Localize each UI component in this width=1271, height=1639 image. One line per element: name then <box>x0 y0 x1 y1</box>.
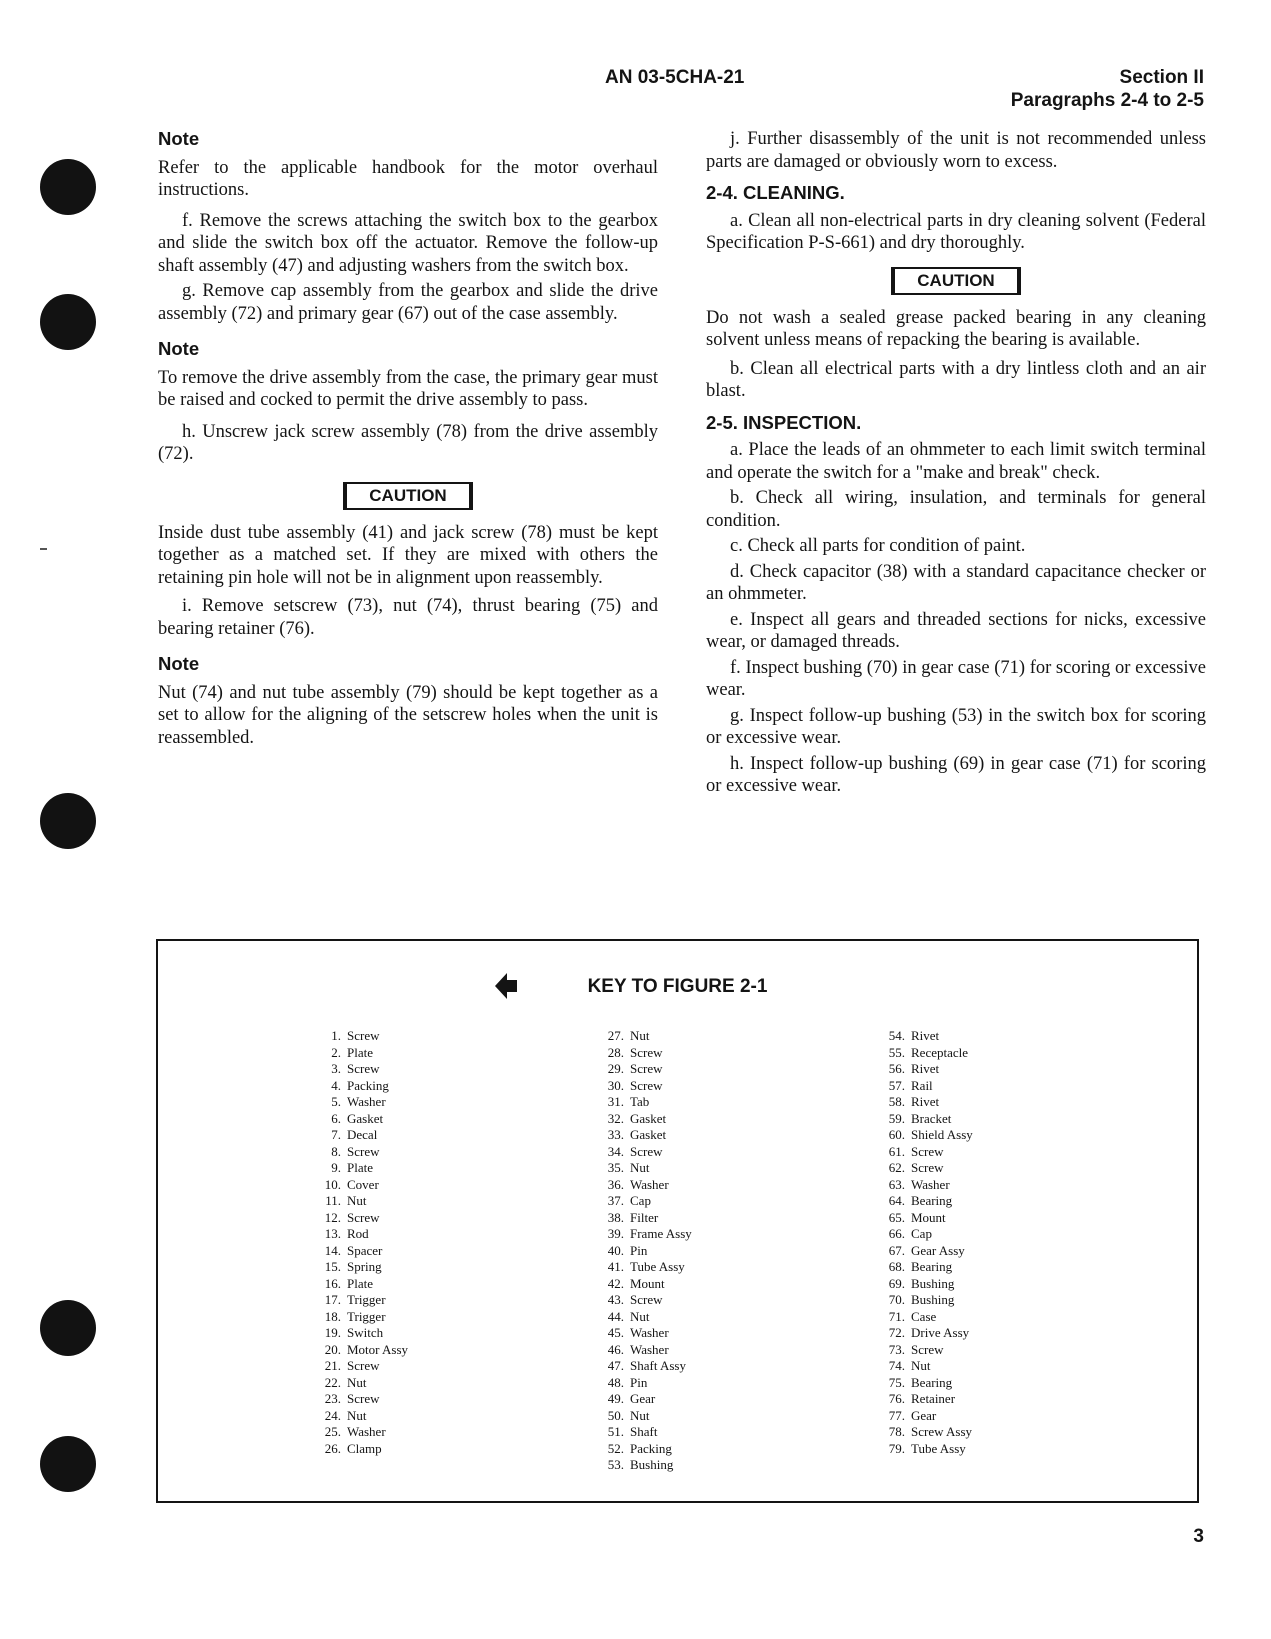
key-item <box>307 1210 408 1227</box>
key-item-name: Washer <box>347 1424 386 1439</box>
key-item-name: Washer <box>347 1094 386 1109</box>
caution-text: Do not wash a sealed grease packed bearing in any cleaning solvent unless means of repacking the bearing is available. <box>706 307 1206 350</box>
key-item-number: 10. <box>324 1176 341 1192</box>
key-item-number: 72. <box>888 1325 905 1340</box>
key-item-number: 38. <box>607 1209 624 1225</box>
inspection-step: h. Inspect follow-up bushing (69) in gear case (71) for scoring or excessive wear. <box>706 753 1206 796</box>
note-text: Nut (74) and nut tube assembly (79) should be kept together as a set to allow for the aligning of the setscrew holes when the unit is reassembled. <box>158 682 658 748</box>
key-item <box>590 1210 692 1227</box>
key-item <box>590 1391 692 1408</box>
key-item-number: 47. <box>607 1358 624 1373</box>
key-item-name: Mount <box>630 1275 665 1291</box>
key-item <box>871 1375 973 1392</box>
note-text: Refer to the applicable handbook for the motor overhaul instructions. <box>158 157 658 200</box>
key-item <box>590 1408 692 1425</box>
cleaning-heading: 2-4. CLEANING. <box>706 182 845 203</box>
key-item-number: 23. <box>324 1391 341 1406</box>
key-item-name: Shaft Assy <box>630 1358 686 1373</box>
key-item-name: Screw <box>347 1028 380 1043</box>
key-item <box>307 1342 408 1359</box>
key-item-number: 24. <box>324 1407 341 1423</box>
key-item-number: 55. <box>888 1044 905 1060</box>
key-item-number: 63. <box>888 1176 905 1192</box>
key-item-number: 3. <box>331 1061 341 1076</box>
key-item-name: Mount <box>911 1209 946 1225</box>
key-item <box>871 1276 973 1293</box>
key-item-name: Screw <box>911 1341 944 1357</box>
key-item <box>307 1177 408 1194</box>
key-item-name: Washer <box>630 1341 669 1357</box>
key-item <box>307 1111 408 1128</box>
key-item <box>590 1358 692 1375</box>
key-item-name: Cap <box>911 1226 932 1241</box>
key-item-number: 8. <box>331 1143 341 1159</box>
key-item-number: 56. <box>888 1061 905 1076</box>
key-item-name: Nut <box>347 1407 367 1423</box>
key-item-number: 50. <box>607 1407 624 1423</box>
key-item-number: 13. <box>324 1226 341 1241</box>
key-item <box>307 1424 408 1441</box>
key-item-name: Decal <box>347 1127 378 1142</box>
key-item <box>590 1127 692 1144</box>
key-item-name: Packing <box>630 1440 672 1456</box>
inspection-heading: 2-5. INSPECTION. <box>706 411 862 433</box>
key-item-name: Screw <box>630 1061 663 1076</box>
key-item-number: 26. <box>324 1440 341 1456</box>
key-item-name: Retainer <box>911 1391 956 1406</box>
key-item <box>307 1127 408 1144</box>
key-item-name: Plate <box>347 1160 373 1175</box>
right-column <box>706 128 1206 798</box>
key-item <box>307 1028 408 1045</box>
inspection-step: b. Check all wiring, insulation, and terminals for general condition. <box>706 488 1206 531</box>
margin-mark <box>40 548 47 550</box>
key-item-number: 32. <box>607 1110 624 1126</box>
note-heading: Note <box>158 128 200 149</box>
step-i: i. Remove setscrew (73), nut (74), thrust bearing (75) and bearing retainer (76). <box>158 596 658 639</box>
key-item <box>871 1441 973 1458</box>
key-item <box>307 1160 408 1177</box>
key-item-name: Rod <box>347 1226 369 1241</box>
key-item <box>307 1276 408 1293</box>
key-item-number: 69. <box>888 1275 905 1291</box>
key-item <box>590 1226 692 1243</box>
key-item-name: Clamp <box>347 1440 382 1456</box>
key-item <box>590 1457 692 1474</box>
section-label: Section II <box>1119 67 1204 88</box>
left-column <box>158 128 658 749</box>
paragraphs-label: Paragraphs 2-4 to 2-5 <box>1010 90 1204 111</box>
key-item <box>307 1226 408 1243</box>
key-item <box>590 1144 692 1161</box>
key-item <box>307 1441 408 1458</box>
key-item-name: Drive Assy <box>911 1325 970 1340</box>
binder-hole-bottom <box>40 1436 96 1492</box>
key-item-name: Bracket <box>911 1110 952 1126</box>
key-item <box>307 1243 408 1260</box>
key-item-number: 68. <box>888 1259 905 1274</box>
key-item <box>871 1408 973 1425</box>
key-item <box>590 1094 692 1111</box>
key-item-name: Gasket <box>347 1110 384 1126</box>
key-item <box>307 1144 408 1161</box>
key-item-number: 31. <box>607 1094 624 1109</box>
key-item-number: 27. <box>607 1028 624 1043</box>
key-item-name: Gear <box>630 1391 656 1406</box>
key-item-name: Screw <box>630 1292 663 1307</box>
key-item <box>307 1292 408 1309</box>
key-item-name: Bearing <box>911 1193 953 1208</box>
key-item-name: Screw <box>911 1160 944 1175</box>
note-heading: Note <box>158 653 200 674</box>
key-item-number: 18. <box>324 1308 341 1324</box>
key-item <box>307 1259 408 1276</box>
key-item <box>307 1408 408 1425</box>
key-item <box>871 1292 973 1309</box>
key-item-name: Tube Assy <box>911 1440 966 1456</box>
key-item <box>871 1243 973 1260</box>
key-item-number: 17. <box>324 1292 341 1307</box>
key-item-number: 75. <box>888 1374 905 1390</box>
caution-text: Inside dust tube assembly (41) and jack screw (78) must be kept together as a matched set. If they are mixed with others the retaining pin hole will not be in alignment upon reassembly. <box>158 522 658 588</box>
key-item-name: Pin <box>630 1242 648 1258</box>
key-item-number: 34. <box>607 1143 624 1159</box>
binder-hole-middle <box>40 793 96 849</box>
caution-block <box>158 482 658 510</box>
key-item-name: Nut <box>347 1374 367 1390</box>
key-item <box>590 1045 692 1062</box>
key-item <box>871 1309 973 1326</box>
key-item-number: 29. <box>607 1061 624 1076</box>
key-item-number: 15. <box>324 1259 341 1274</box>
key-item-name: Switch <box>347 1325 384 1340</box>
key-item <box>871 1358 973 1375</box>
key-item-name: Screw <box>347 1209 380 1225</box>
key-item-name: Case <box>911 1308 937 1324</box>
caution-label: CAUTION <box>891 267 1020 295</box>
key-item-number: 52. <box>607 1440 624 1456</box>
key-item-name: Bearing <box>911 1374 953 1390</box>
inspection-step: g. Inspect follow-up bushing (53) in the switch box for scoring or excessive wear. <box>706 705 1206 748</box>
key-item <box>307 1391 408 1408</box>
inspection-step: f. Inspect bushing (70) in gear case (71) for scoring or excessive wear. <box>706 657 1206 700</box>
key-item-name: Screw <box>347 1061 380 1076</box>
key-item-number: 70. <box>888 1292 905 1307</box>
key-item-name: Washer <box>630 1325 669 1340</box>
key-item <box>871 1144 973 1161</box>
binder-hole-top <box>40 159 96 215</box>
key-item-number: 7. <box>331 1127 341 1142</box>
key-item-name: Nut <box>630 1407 650 1423</box>
key-item-name: Trigger <box>347 1308 386 1324</box>
key-item-number: 37. <box>607 1193 624 1208</box>
key-item <box>590 1160 692 1177</box>
key-item <box>871 1078 973 1095</box>
key-item <box>871 1391 973 1408</box>
key-item <box>307 1193 408 1210</box>
doc-number: AN 03-5CHA-21 <box>605 67 745 88</box>
key-item-number: 25. <box>324 1424 341 1439</box>
binder-hole-lower <box>40 1300 96 1356</box>
key-item <box>871 1342 973 1359</box>
key-item-number: 76. <box>888 1391 905 1406</box>
key-column-2 <box>590 1028 692 1474</box>
key-item-name: Nut <box>347 1193 367 1208</box>
key-item-name: Receptacle <box>911 1044 969 1060</box>
key-item-name: Bushing <box>630 1457 674 1472</box>
key-item-number: 46. <box>607 1341 624 1357</box>
key-item <box>871 1226 973 1243</box>
key-item-number: 20. <box>324 1341 341 1357</box>
key-item-number: 16. <box>324 1275 341 1291</box>
key-item-name: Cover <box>347 1176 379 1192</box>
key-item-number: 44. <box>607 1308 624 1324</box>
key-item <box>871 1259 973 1276</box>
key-item-number: 4. <box>331 1077 341 1093</box>
key-item-number: 73. <box>888 1341 905 1357</box>
inspection-step: e. Inspect all gears and threaded sections for nicks, excessive wear, or damaged threads. <box>706 609 1206 652</box>
key-item-name: Screw <box>347 1391 380 1406</box>
key-item <box>871 1028 973 1045</box>
key-item-name: Shaft <box>630 1424 658 1439</box>
key-item-name: Washer <box>630 1176 669 1192</box>
key-item-number: 40. <box>607 1242 624 1258</box>
key-item-number: 58. <box>888 1094 905 1109</box>
key-item-number: 22. <box>324 1374 341 1390</box>
key-item-name: Plate <box>347 1044 373 1060</box>
key-item-number: 12. <box>324 1209 341 1225</box>
key-item <box>590 1342 692 1359</box>
key-item-name: Screw <box>630 1077 663 1093</box>
key-item-number: 21. <box>324 1358 341 1373</box>
key-item-name: Spacer <box>347 1242 383 1258</box>
key-item <box>871 1193 973 1210</box>
key-item-number: 66. <box>888 1226 905 1241</box>
key-item-number: 78. <box>888 1424 905 1439</box>
key-item <box>307 1061 408 1078</box>
inspection-step: c. Check all parts for condition of paint. <box>730 536 1026 556</box>
key-item <box>590 1243 692 1260</box>
key-item-number: 35. <box>607 1160 624 1175</box>
binder-hole-upper <box>40 294 96 350</box>
key-item-number: 51. <box>607 1424 624 1439</box>
key-item-name: Screw <box>347 1143 380 1159</box>
inspection-step: a. Place the leads of an ohmmeter to each limit switch terminal and operate the switch for a "make and break" check. <box>706 440 1206 483</box>
key-item-name: Gear Assy <box>911 1242 965 1258</box>
key-item-number: 74. <box>888 1358 905 1373</box>
key-item-name: Rivet <box>911 1028 940 1043</box>
key-item-number: 36. <box>607 1176 624 1192</box>
key-item-name: Screw <box>911 1143 944 1159</box>
step-j: j. Further disassembly of the unit is not recommended unless parts are damaged or obviously worn to excess. <box>706 129 1206 172</box>
key-item-number: 39. <box>607 1226 624 1241</box>
key-item-number: 67. <box>888 1242 905 1258</box>
key-item <box>590 1193 692 1210</box>
key-item-name: Packing <box>347 1077 389 1093</box>
key-item <box>871 1424 973 1441</box>
step-g: g. Remove cap assembly from the gearbox and slide the drive assembly (72) and primary gear (67) out of the case assembly. <box>158 281 658 324</box>
key-item <box>590 1424 692 1441</box>
step-f: f. Remove the screws attaching the switch box to the gearbox and slide the switch box off the actuator. Remove the follow-up shaft assembly (47) and adjusting washers from the switch box. <box>158 210 658 276</box>
step-h: h. Unscrew jack screw assembly (78) from the drive assembly (72). <box>158 421 658 464</box>
key-item-name: Cap <box>630 1193 651 1208</box>
key-item <box>590 1028 692 1045</box>
key-item-name: Nut <box>911 1358 931 1373</box>
key-item-number: 54. <box>888 1028 905 1043</box>
key-item <box>590 1061 692 1078</box>
key-item-name: Nut <box>630 1308 650 1324</box>
page-number: 3 <box>1193 1526 1204 1547</box>
key-item-name: Washer <box>911 1176 950 1192</box>
key-item-number: 9. <box>331 1160 341 1175</box>
key-item-name: Screw <box>630 1143 663 1159</box>
key-item <box>307 1078 408 1095</box>
key-item-number: 57. <box>888 1077 905 1093</box>
key-item <box>307 1045 408 1062</box>
key-item-number: 49. <box>607 1391 624 1406</box>
key-item <box>871 1210 973 1227</box>
key-item-name: Screw <box>630 1044 663 1060</box>
key-item-number: 14. <box>324 1242 341 1258</box>
key-item-name: Shield Assy <box>911 1127 973 1142</box>
key-item-number: 6. <box>331 1110 341 1126</box>
key-item-name: Gear <box>911 1407 937 1423</box>
key-item <box>590 1276 692 1293</box>
key-item-name: Plate <box>347 1275 373 1291</box>
key-item-name: Screw Assy <box>911 1424 973 1439</box>
key-item-name: Rail <box>911 1077 933 1093</box>
key-item <box>590 1375 692 1392</box>
key-item-number: 43. <box>607 1292 624 1307</box>
key-item <box>590 1441 692 1458</box>
key-column-1 <box>307 1028 408 1457</box>
key-item-name: Nut <box>630 1160 650 1175</box>
note-text: To remove the drive assembly from the case, the primary gear must be raised and cocked to permit the drive assembly to pass. <box>158 367 658 410</box>
key-item <box>871 1177 973 1194</box>
key-item-number: 33. <box>607 1127 624 1142</box>
key-item <box>307 1375 408 1392</box>
key-item <box>871 1045 973 1062</box>
key-item-name: Rivet <box>911 1061 940 1076</box>
key-item-name: Spring <box>347 1259 382 1274</box>
key-item <box>307 1094 408 1111</box>
key-item-number: 62. <box>888 1160 905 1175</box>
key-item-number: 65. <box>888 1209 905 1225</box>
key-item-name: Bushing <box>911 1275 955 1291</box>
key-item-number: 59. <box>888 1110 905 1126</box>
key-item-name: Gasket <box>630 1127 667 1142</box>
key-item-number: 45. <box>607 1325 624 1340</box>
key-item <box>307 1309 408 1326</box>
key-item <box>590 1325 692 1342</box>
key-item-name: Motor Assy <box>347 1341 409 1357</box>
key-item-number: 5. <box>331 1094 341 1109</box>
inspection-step: d. Check capacitor (38) with a standard capacitance checker or an ohmmeter. <box>706 561 1206 604</box>
key-item <box>590 1292 692 1309</box>
key-item-number: 77. <box>888 1407 905 1423</box>
key-item-name: Tube Assy <box>630 1259 685 1274</box>
key-item <box>590 1078 692 1095</box>
key-item-name: Frame Assy <box>630 1226 692 1241</box>
key-item <box>590 1309 692 1326</box>
key-item <box>590 1259 692 1276</box>
caution-block <box>706 267 1206 295</box>
key-item <box>871 1127 973 1144</box>
caution-label: CAUTION <box>343 482 472 510</box>
key-item-number: 42. <box>607 1275 624 1291</box>
key-item <box>590 1111 692 1128</box>
key-item-name: Gasket <box>630 1110 667 1126</box>
key-item-number: 1. <box>331 1028 341 1043</box>
key-item <box>307 1358 408 1375</box>
key-item-number: 11. <box>325 1193 341 1208</box>
key-item <box>590 1177 692 1194</box>
cleaning-step-b: b. Clean all electrical parts with a dry lintless cloth and an air blast. <box>706 358 1206 401</box>
cleaning-step-a: a. Clean all non-electrical parts in dry cleaning solvent (Federal Specification P-S-661) and dry thoroughly. <box>706 210 1206 253</box>
key-item-number: 64. <box>888 1193 905 1208</box>
key-to-figure-box <box>156 939 1199 1503</box>
key-item-number: 19. <box>324 1325 341 1340</box>
key-item-name: Rivet <box>911 1094 940 1109</box>
key-item-name: Tab <box>630 1094 650 1109</box>
key-column-3 <box>871 1028 973 1457</box>
key-item-name: Trigger <box>347 1292 386 1307</box>
key-item <box>871 1094 973 1111</box>
key-item <box>871 1325 973 1342</box>
key-item-name: Bearing <box>911 1259 953 1274</box>
key-item-number: 28. <box>607 1044 624 1060</box>
key-item-name: Pin <box>630 1374 648 1390</box>
key-item <box>871 1111 973 1128</box>
key-item-number: 30. <box>607 1077 624 1093</box>
key-item-number: 61. <box>888 1143 905 1159</box>
key-item-number: 2. <box>331 1044 341 1060</box>
key-item-name: Screw <box>347 1358 380 1373</box>
key-title: KEY TO FIGURE 2-1 <box>587 976 768 997</box>
note-heading: Note <box>158 338 200 359</box>
key-item-name: Filter <box>630 1209 659 1225</box>
key-item-number: 41. <box>607 1259 624 1274</box>
key-item-number: 71. <box>888 1308 905 1324</box>
key-item-name: Bushing <box>911 1292 955 1307</box>
key-item-number: 79. <box>888 1440 905 1456</box>
key-item <box>871 1160 973 1177</box>
key-item-number: 60. <box>888 1127 905 1142</box>
key-item-number: 48. <box>607 1374 624 1390</box>
key-item-number: 53. <box>607 1457 624 1472</box>
key-item-name: Nut <box>630 1028 650 1043</box>
key-item <box>307 1325 408 1342</box>
key-item <box>871 1061 973 1078</box>
